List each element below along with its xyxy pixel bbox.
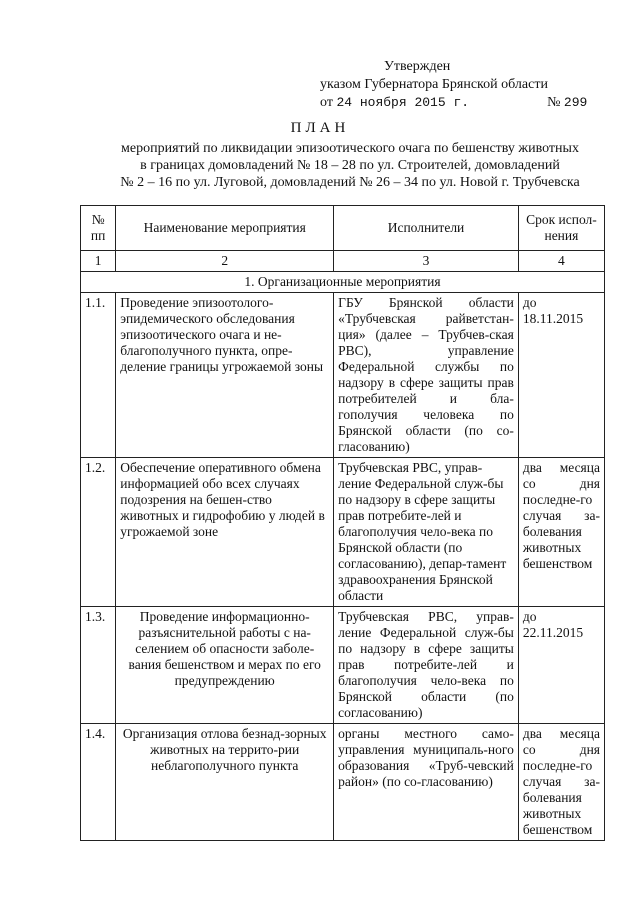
column-number: 3 — [334, 251, 519, 272]
executors-cell: органы местного само-управления муниципаль-ного образования «Труб-чевский район» (по со-гласованию) — [334, 724, 519, 841]
header-executors: Исполнители — [334, 206, 519, 251]
section-title: 1. Организационные мероприятия — [81, 272, 605, 293]
row-number: 1.2. — [81, 458, 116, 607]
header-deadline: Срок испол-нения — [518, 206, 604, 251]
plan-subtitle — [80, 140, 620, 191]
approval-line-1: Утвержден — [384, 59, 451, 74]
table-row — [81, 607, 605, 724]
executors-cell: ГБУ Брянской области «Трубчевская райветстан-ция» (далее – Трубчев-ская РВС), управление Федеральной службы по надзору в сфере защиты прав потребителей и бла-гополучия человека по Брянской области (по со-гласованию) — [334, 293, 519, 458]
approval-line-2: указом Губернатора Брянской области — [320, 77, 548, 92]
section-row — [81, 272, 605, 293]
table-header-row — [81, 206, 605, 251]
subtitle-line: № 2 – 16 по ул. Луговой, домовладений № 26 – 34 по ул. Новой г. Трубчевска — [120, 175, 580, 190]
approval-line-3 — [320, 94, 587, 112]
approval-number: 299 — [563, 95, 588, 110]
header-activity: Наименование мероприятия — [116, 206, 334, 251]
column-number-row — [81, 251, 605, 272]
deadline-cell: до 18.11.2015 — [518, 293, 604, 458]
subtitle-line: в границах домовладений № 18 – 28 по ул. Строителей, домовладений — [140, 158, 560, 173]
row-number: 1.1. — [81, 293, 116, 458]
activity-cell: Проведение эпизоотолого-эпидемического обследования эпизоотического очага и не-благополучного пункта, опре-деление границы угрожаемой зоны — [116, 293, 334, 458]
executors-cell: Трубчевская РВС, управ-ление Федеральной служ-бы по надзору в сфере защиты прав потребите-лей и благополучия чело-века по Брянской области (по согласованию) — [334, 607, 519, 724]
activity-cell: Организация отлова безнад-зорных животных на террито-рии неблагополучного пункта — [116, 724, 334, 841]
table-row — [81, 458, 605, 607]
deadline-cell: два месяца со дня последне-го случая за-болевания животных бешенством — [518, 458, 604, 607]
deadline-cell: до 22.11.2015 — [518, 607, 604, 724]
column-number: 1 — [81, 251, 116, 272]
activity-cell: Проведение информационно-разъяснительной работы с на-селением об опасности заболе-вания бешенством и мерах по его предупреждению — [116, 607, 334, 724]
date-prefix: от — [320, 95, 333, 110]
column-number: 4 — [518, 251, 604, 272]
activity-cell: Обеспечение оперативного обмена информацией обо всех случаях подозрения на бешен-ство животных и гидрофобию у людей в угрожаемой зоне — [116, 458, 334, 607]
table-row — [81, 724, 605, 841]
row-number: 1.4. — [81, 724, 116, 841]
number-prefix: № — [547, 95, 561, 110]
plan-table — [80, 205, 605, 841]
column-number: 2 — [116, 251, 334, 272]
header-number: № пп — [81, 206, 116, 251]
row-number: 1.3. — [81, 607, 116, 724]
subtitle-line: мероприятий по ликвидации эпизоотического очага по бешенству животных — [121, 141, 579, 156]
approval-stamp — [320, 58, 587, 112]
table-row — [81, 293, 605, 458]
plan-title: ПЛАН — [290, 120, 350, 136]
deadline-cell: два месяца со дня последне-го случая за-болевания животных бешенством — [518, 724, 604, 841]
executors-cell: Трубчевская РВС, управ-ление Федеральной служ-бы по надзору в сфере защиты прав потребите-лей и благополучия чело-века по Брянской области (по согласованию), депар-тамент здравоохранения Брянской области — [334, 458, 519, 607]
approval-date: 24 ноября 2015 г. — [336, 95, 470, 110]
